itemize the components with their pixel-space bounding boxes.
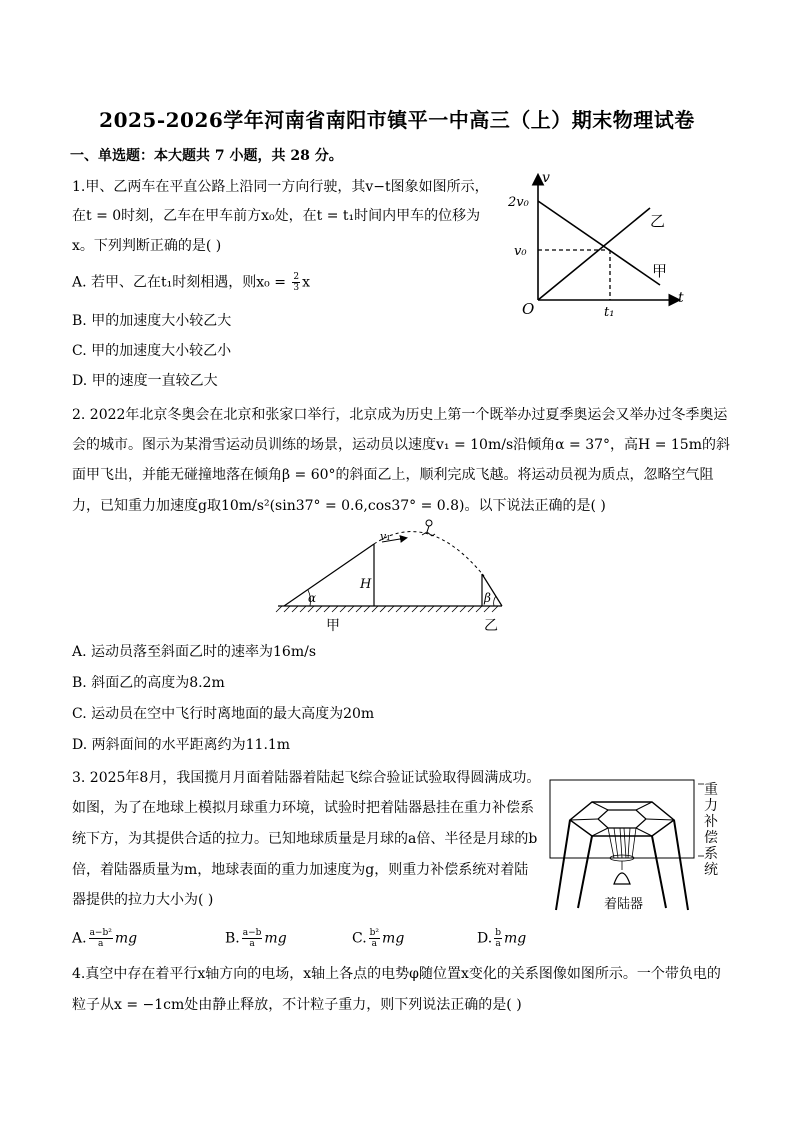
fraction: $\frac{\text{b²}}{a}$ xyxy=(369,928,380,949)
q3-option-d[interactable]: D. $\frac{b}{a}$ mg xyxy=(477,928,527,949)
q2-line-1: 2. 2022年北京冬奥会在北京和张家口举行，北京成为历史上第一个既举办过夏季奥运会又举办过冬季奥运 xyxy=(72,407,728,423)
two-v0-label: 2v₀ xyxy=(508,195,529,210)
slope-jia xyxy=(284,544,374,606)
system-label-char-5: 系 xyxy=(704,846,718,862)
q3-line-2: 如图，为了在地球上模拟月球重力环境，试验时把着陆器悬挂在重力补偿系 xyxy=(72,800,534,816)
q1-option-d[interactable]: D. 甲的速度一直较乙大 xyxy=(72,373,218,389)
t-label: t xyxy=(678,290,684,306)
q4-line-2: 粒子从x = −1cm处由静止释放，不计粒子重力，则下列说法正确的是( ) xyxy=(72,997,522,1013)
origin-label: O xyxy=(522,300,535,318)
page-title: 2025-2026学年河南省南阳市镇平一中高三（上）期末物理试卷 xyxy=(99,108,695,132)
v-label: v xyxy=(542,170,550,186)
q4-line-1: 4.真空中存在着平行x轴方向的电场，x轴上各点的电势φ随位置x变化的关系图像如图所示。一个带负电的 xyxy=(72,966,721,982)
jia-label: 甲 xyxy=(326,618,340,634)
yi-label: 乙 xyxy=(484,618,498,634)
alpha-label: α xyxy=(308,591,317,605)
q3-line-4: 倍，着陆器质量为m，地球表面的重力加速度为g，则重力补偿系统对着陆 xyxy=(72,862,529,878)
system-label-char-3: 补 xyxy=(704,814,718,830)
q3-option-c[interactable]: C. $\frac{\text{b²}}{a}$ mg xyxy=(352,928,405,949)
cable-bundle xyxy=(608,828,636,870)
t1-label: t₁ xyxy=(604,305,615,318)
section-heading: 一、单选题：本大题共 7 小题，共 28 分。 xyxy=(70,148,343,164)
q1-line-2: 在t = 0时刻，乙车在甲车前方x₀处，在t = t₁时间内甲车的位移为 xyxy=(72,208,481,224)
h-label: H xyxy=(360,577,372,592)
jia-line xyxy=(538,201,660,285)
fraction: $\frac{b}{a}$ xyxy=(495,928,501,949)
q3-option-b[interactable]: B. $\frac{a-b}{a}$ mg xyxy=(225,928,287,949)
q1-line-3: x。下列判断正确的是( ) xyxy=(72,238,222,254)
q2-option-a[interactable]: A. 运动员落至斜面乙时的速率为16m/s xyxy=(72,644,317,660)
q1-option-a[interactable]: A. 若甲、乙在t₁时刻相遇，则x₀ = $\frac{2}{3}$ x xyxy=(72,272,311,293)
fraction: $\frac{\text{a−b²}}{a}$ xyxy=(89,928,112,949)
q2-line-4: 力，已知重力加速度g取10m/s²(sin37° = 0.6,cos37° = 0.8)。以下说法正确的是( ) xyxy=(72,498,606,514)
q3-option-a[interactable]: A. $\frac{\text{a−b²}}{a}$ mg xyxy=(72,928,138,949)
q2-line-3: 面甲飞出，并能无碰撞地落在倾角β = 60°的斜面乙上，顺利完成飞越。将运动员视为质点，忽略空气阻 xyxy=(72,467,714,483)
platform-inner xyxy=(598,810,646,828)
q2-ski-figure xyxy=(270,518,510,636)
q1-option-c[interactable]: C. 甲的加速度大小较乙小 xyxy=(72,343,232,359)
q1-option-b[interactable]: B. 甲的加速度大小较乙大 xyxy=(72,313,232,329)
system-label-char-1: 重 xyxy=(704,782,718,798)
lander-icon xyxy=(614,873,630,884)
skier-icon xyxy=(422,520,435,536)
beta-arc xyxy=(494,596,496,606)
q1-vt-graph xyxy=(500,168,690,318)
q2-option-b[interactable]: B. 斜面乙的高度为8.2m xyxy=(72,675,225,691)
q3-line-3: 统下方，为其提供合适的拉力。已知地球质量是月球的a倍、半径是月球的b xyxy=(72,831,538,847)
system-label-char-2: 力 xyxy=(704,798,718,814)
q3-gravity-system-figure xyxy=(548,778,728,916)
lander-label: 着陆器 xyxy=(604,897,644,912)
system-label-char-4: 偿 xyxy=(704,830,718,846)
q3-line-5: 器提供的拉力大小为( ) xyxy=(72,892,214,908)
v0-label: v₀ xyxy=(514,244,527,259)
system-label-char-6: 统 xyxy=(704,862,718,878)
fraction: $\frac{a-b}{a}$ xyxy=(242,928,262,949)
q2-line-2: 会的城市。图示为某滑雪运动员训练的场景，运动员以速度v₁ = 10m/s沿倾角α = 37°，高H = 15m的斜 xyxy=(72,437,730,453)
ground-hatch xyxy=(276,606,498,612)
v1-label: v₁ xyxy=(380,530,391,543)
beta-label: β xyxy=(484,591,491,605)
q2-option-c[interactable]: C. 运动员在空中飞行时离地面的最大高度为20m xyxy=(72,706,375,722)
jia-label: 甲 xyxy=(652,262,668,280)
q2-option-d[interactable]: D. 两斜面间的水平距离约为11.1m xyxy=(72,737,291,753)
q1-line-1: 1.甲、乙两车在平直公路上沿同一方向行驶，其v−t图象如图所示， xyxy=(72,179,489,195)
yi-label: 乙 xyxy=(650,212,666,230)
yi-line xyxy=(538,208,650,300)
q1-option-a-text: A. 若甲、乙在t₁时刻相遇，则x₀ = xyxy=(72,274,286,291)
fraction: $\frac{2}{3}$ xyxy=(293,272,300,293)
q3-line-1: 3. 2025年8月，我国揽月月面着陆器着陆起飞综合验证试验取得圆满成功。 xyxy=(72,770,541,786)
